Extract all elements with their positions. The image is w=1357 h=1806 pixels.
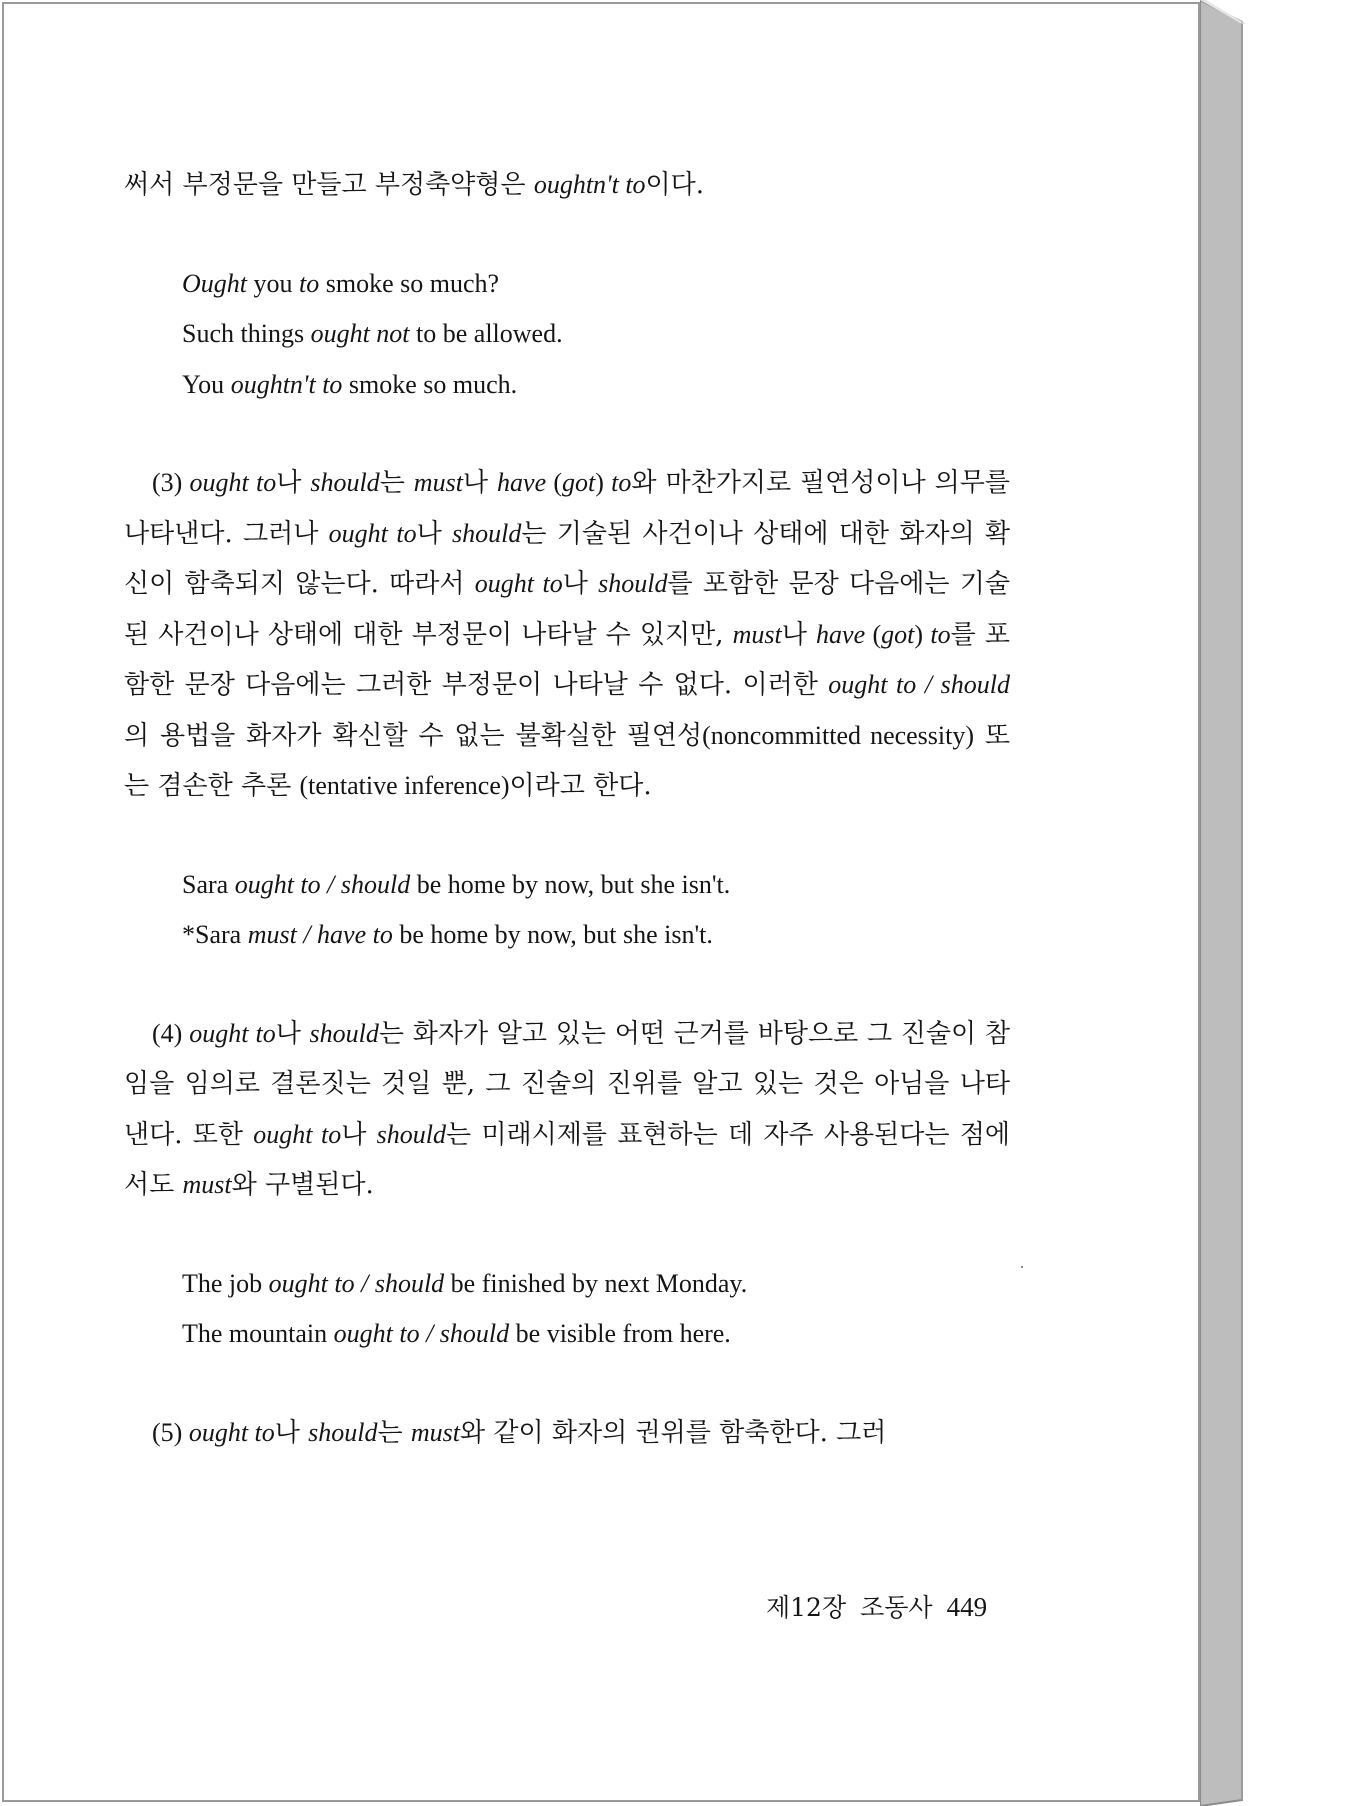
italic-term: oughtn't to — [533, 170, 646, 199]
example-sentence: The job ought to / should be finished by next Monday. — [182, 1268, 748, 1298]
paragraph-continued — [124, 160, 1010, 211]
page-body — [124, 160, 1010, 1458]
paragraph-5: (5) ought to나 should는 must와 같이 화자의 권위를 함축한다. 그러 — [152, 1417, 887, 1448]
book-page-edge — [1200, 0, 1357, 1806]
example-block-1 — [124, 259, 1010, 411]
example-sentence: Such things ought not to be allowed. — [182, 319, 563, 348]
example-block-3 — [124, 1259, 1010, 1360]
paragraph-4: (4) ought to나 should는 화자가 알고 있는 어떤 근거를 바탕으로 그 진술이 참임을 임의로 결론짓는 것일 뿐, 그 진술의 진위를 알고 있는 것은 아님을 나타낸다. 또한 ought to나 should는 미래시제를 표현하는 데 자주 사용된다는 점에서도 must와 구별된다. — [124, 1018, 1010, 1200]
scan-speck — [1021, 1266, 1023, 1268]
example-sentence: You oughtn't to smoke so much. — [182, 369, 518, 399]
text: 써서 부정문을 만들고 부정축약형은 — [124, 170, 534, 200]
paragraph-3: (3) ought to나 should는 must나 have (got) to와 마찬가지로 필연성이나 의무를 나타낸다. 그러나 ought to나 should는 기술된 사건이나 상태에 대한 화자의 확신이 함축되지 않는다. 따라서 ought to나 should를 포함한 문장 다음에는 기술된 사건이나 상태에 대한 부정문이 나타날 수 있지만, must나 have (got) to를 포함한 문장 다음에는 그러한 부정문이 나타날 수 없다. 이러한 ought to / should의 용법을 화자가 확신할 수 없는 불확실한 필연성(noncommitted necessity) 또는 겸손한 추론 (tentative inference)이라고 한다. — [124, 468, 1011, 801]
example-sentence: Sara ought to / should be home by now, but she isn't. — [182, 869, 731, 899]
page-number: 449 — [946, 1592, 988, 1622]
page-footer — [766, 1588, 987, 1624]
chapter-label: 제12장 — [766, 1593, 847, 1622]
example-sentence: Ought you to smoke so much? — [182, 268, 500, 298]
example-sentence-ungrammatical: *Sara must / have to be home by now, but she isn't. — [182, 920, 713, 949]
text: 이다. — [645, 170, 705, 200]
example-sentence: The mountain ought to / should be visible from here. — [182, 1319, 731, 1348]
example-block-2 — [124, 860, 1010, 961]
chapter-title: 조동사 — [860, 1593, 933, 1622]
